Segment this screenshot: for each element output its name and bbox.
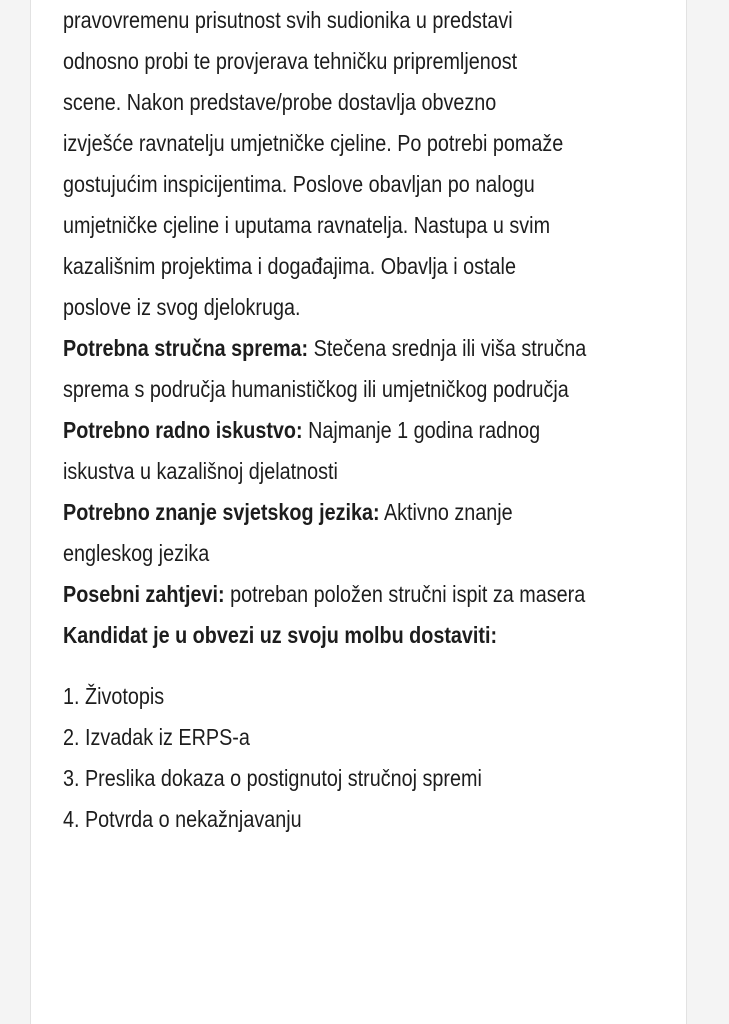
duties-line: scene. Nakon predstave/probe dostavlja obvezno <box>63 89 497 115</box>
requirement-language <box>63 492 596 574</box>
list-item: 3. Preslika dokaza o postignutoj stručnoj spremi <box>63 765 482 791</box>
duties-line: odnosno probi te provjerava tehničku pripremljenost <box>63 48 518 74</box>
list-item: 2. Izvadak iz ERPS-a <box>63 724 250 750</box>
duties-line: poslove iz svog djelokruga. <box>63 294 301 320</box>
duties-line: izvješće ravnatelju umjetničke cjeline. Po potrebi pomaže <box>63 130 564 156</box>
requirement-text: Najmanje 1 godina radnog iskustva u kazališnoj djelatnosti <box>63 417 541 484</box>
duties-line: umjetničke cjeline i uputama ravnatelja. Nastupa u svim <box>63 212 551 238</box>
job-description <box>63 0 596 840</box>
duties-line: pravovremenu prisutnost svih sudionika u predstavi <box>63 7 513 33</box>
requirement-experience <box>63 410 596 492</box>
requirement-education <box>63 328 596 410</box>
requirement-text: Aktivno znanje engleskog jezika <box>63 499 513 566</box>
list-item: 1. Životopis <box>63 683 165 709</box>
requirement-label: Potrebno znanje svjetskog jezika: <box>63 499 380 525</box>
requirement-special <box>63 574 596 615</box>
requirement-text: potreban položen stručni ispit za masera <box>224 581 586 607</box>
job-duties-paragraph <box>63 0 596 328</box>
list-item: 4. Potvrda o nekažnjavanju <box>63 806 302 832</box>
duties-line: kazališnim projektima i događajima. Obavlja i ostale <box>63 253 516 279</box>
requirement-text: Stečena srednja ili viša stručna sprema s područja humanističkog ili umjetničkog područja <box>63 335 587 402</box>
requirement-label: Potrebno radno iskustvo: <box>63 417 303 443</box>
documents-list <box>63 676 596 840</box>
requirement-label: Potrebna stručna sprema: <box>63 335 309 361</box>
duties-line: gostujućim inspicijentima. Poslove obavljan po nalogu <box>63 171 535 197</box>
documents-heading: Kandidat je u obvezi uz svoju molbu dostaviti: <box>63 622 498 648</box>
requirement-label: Posebni zahtjevi: <box>63 581 225 607</box>
